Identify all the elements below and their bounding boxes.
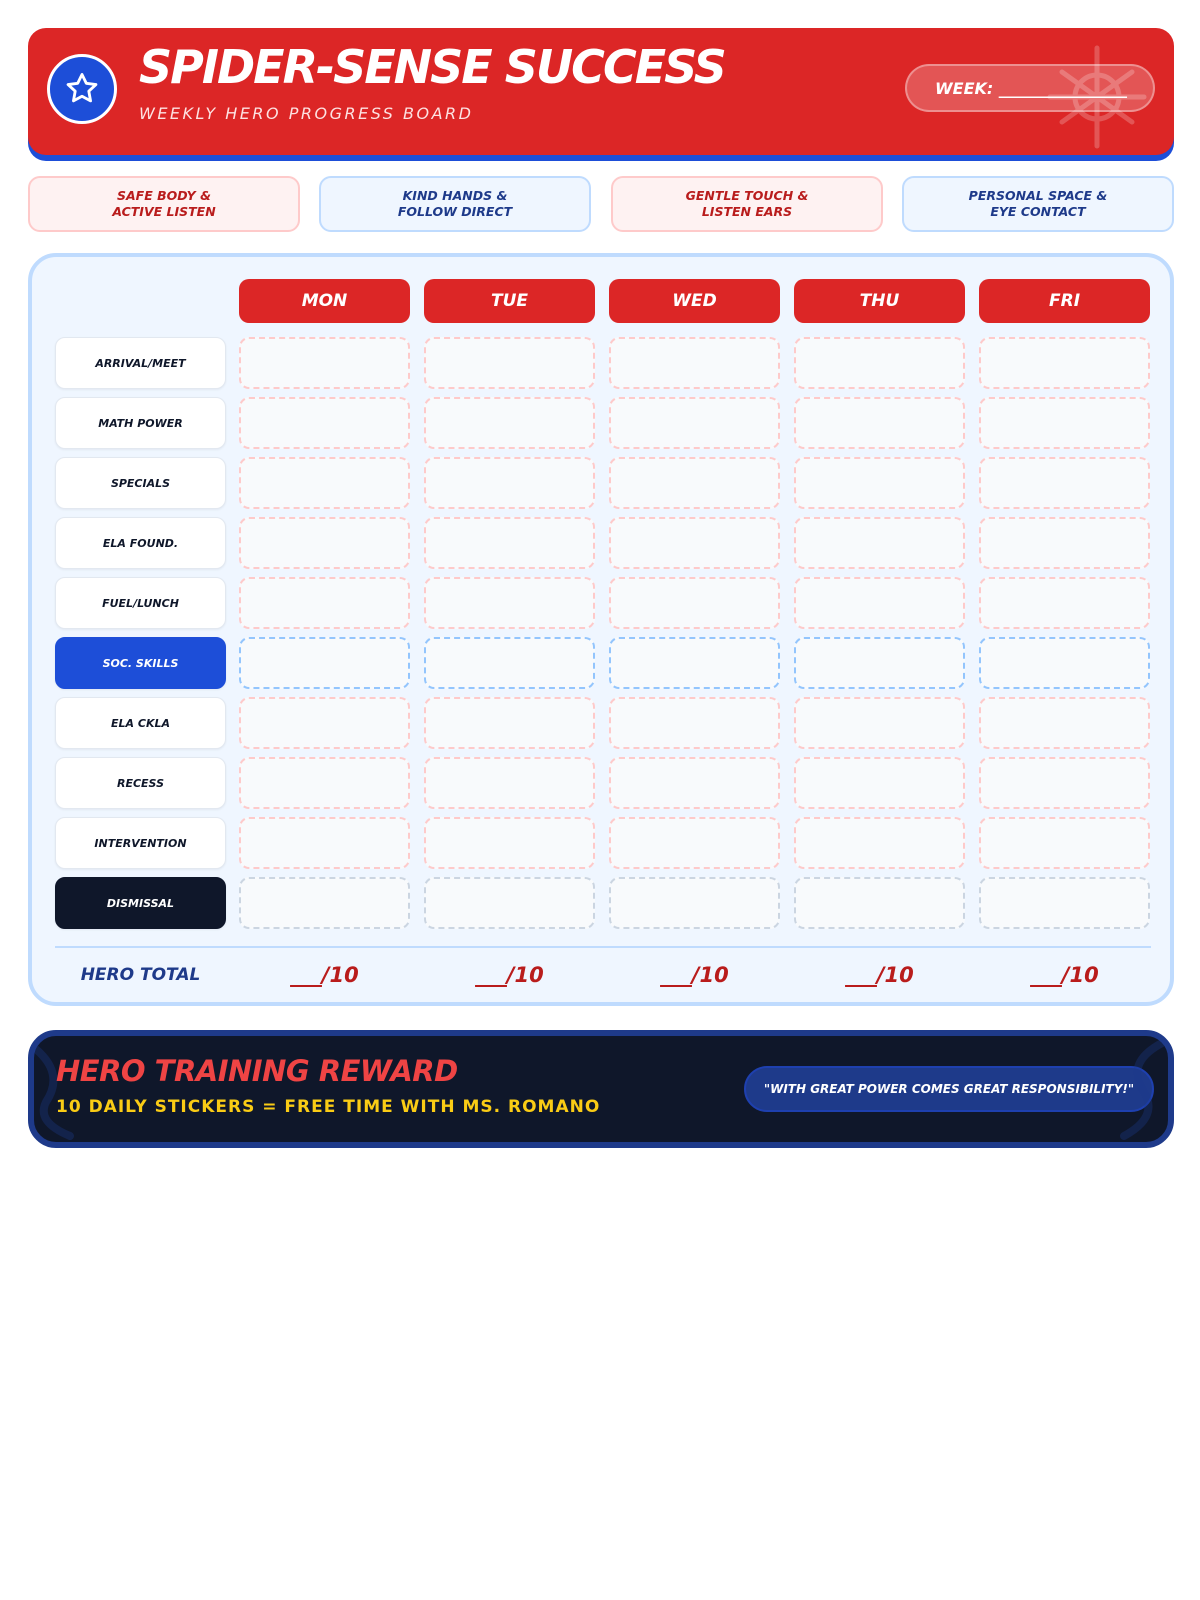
- day-total-thu[interactable]: ___/10: [845, 963, 914, 987]
- sticker-cell-fri[interactable]: [979, 517, 1150, 569]
- sticker-cell-wed[interactable]: [609, 397, 780, 449]
- sticker-cell-thu[interactable]: [794, 877, 965, 929]
- goal-card: PERSONAL SPACE & EYE CONTACT: [902, 176, 1174, 232]
- row-label: FUEL/LUNCH: [55, 577, 226, 629]
- web-corner-icon: [1104, 1032, 1174, 1142]
- sticker-cell-thu[interactable]: [794, 397, 965, 449]
- sticker-cell-fri[interactable]: [979, 817, 1150, 869]
- day-header-thu: THU: [794, 279, 965, 323]
- sticker-cell-fri[interactable]: [979, 457, 1150, 509]
- day-total-fri[interactable]: ___/10: [1030, 963, 1099, 987]
- goals-row: [28, 176, 1174, 232]
- sticker-cell-thu[interactable]: [794, 817, 965, 869]
- sticker-cell-wed[interactable]: [609, 457, 780, 509]
- sticker-cell-tue[interactable]: [424, 457, 595, 509]
- goal-card: GENTLE TOUCH & LISTEN EARS: [611, 176, 883, 232]
- sticker-cell-thu[interactable]: [794, 637, 965, 689]
- week-field[interactable]: WEEK: ________________: [905, 64, 1155, 112]
- sticker-cell-wed[interactable]: [609, 697, 780, 749]
- sticker-cell-tue[interactable]: [424, 877, 595, 929]
- day-header-fri: FRI: [979, 279, 1150, 323]
- sticker-cell-mon[interactable]: [239, 757, 410, 809]
- sticker-cell-fri[interactable]: [979, 337, 1150, 389]
- sticker-cell-wed[interactable]: [609, 337, 780, 389]
- day-total-wed[interactable]: ___/10: [660, 963, 729, 987]
- sticker-cell-tue[interactable]: [424, 697, 595, 749]
- sticker-cell-mon[interactable]: [239, 877, 410, 929]
- header-banner: [28, 28, 1174, 155]
- sticker-cell-tue[interactable]: [424, 397, 595, 449]
- day-header-wed: WED: [609, 279, 780, 323]
- page-title: SPIDER-SENSE SUCCESS: [139, 40, 725, 94]
- row-label: DISMISSAL: [55, 877, 226, 929]
- row-label: SOC. SKILLS: [55, 637, 226, 689]
- day-header-tue: TUE: [424, 279, 595, 323]
- row-label: SPECIALS: [55, 457, 226, 509]
- sticker-cell-tue[interactable]: [424, 637, 595, 689]
- sticker-cell-thu[interactable]: [794, 457, 965, 509]
- row-label: INTERVENTION: [55, 817, 226, 869]
- sticker-cell-fri[interactable]: [979, 877, 1150, 929]
- page-subtitle: WEEKLY HERO PROGRESS BOARD: [139, 104, 474, 123]
- day-total-tue[interactable]: ___/10: [475, 963, 544, 987]
- sticker-cell-mon[interactable]: [239, 577, 410, 629]
- sticker-cell-mon[interactable]: [239, 457, 410, 509]
- goal-card: KIND HANDS & FOLLOW DIRECT: [319, 176, 591, 232]
- hero-total-label: HERO TOTAL: [80, 965, 201, 985]
- row-label: ELA CKLA: [55, 697, 226, 749]
- sticker-cell-mon[interactable]: [239, 397, 410, 449]
- star-icon: [63, 70, 101, 108]
- sticker-cell-wed[interactable]: [609, 757, 780, 809]
- sticker-cell-tue[interactable]: [424, 517, 595, 569]
- reward-title: HERO TRAINING REWARD: [56, 1054, 458, 1088]
- sticker-cell-wed[interactable]: [609, 877, 780, 929]
- day-header-mon: MON: [239, 279, 410, 323]
- row-label: MATH POWER: [55, 397, 226, 449]
- reward-banner: [28, 1030, 1174, 1148]
- sticker-cell-tue[interactable]: [424, 337, 595, 389]
- sticker-cell-mon[interactable]: [239, 337, 410, 389]
- sticker-cell-fri[interactable]: [979, 577, 1150, 629]
- reward-subtitle: 10 DAILY STICKERS = FREE TIME WITH MS. ROMANO: [56, 1097, 601, 1117]
- sticker-cell-thu[interactable]: [794, 337, 965, 389]
- sticker-cell-wed[interactable]: [609, 517, 780, 569]
- sticker-cell-thu[interactable]: [794, 697, 965, 749]
- divider: [55, 946, 1151, 948]
- sticker-cell-mon[interactable]: [239, 637, 410, 689]
- sticker-cell-fri[interactable]: [979, 757, 1150, 809]
- progress-board: [28, 253, 1174, 1006]
- sticker-cell-mon[interactable]: [239, 517, 410, 569]
- sticker-cell-tue[interactable]: [424, 757, 595, 809]
- sticker-cell-tue[interactable]: [424, 577, 595, 629]
- row-label: RECESS: [55, 757, 226, 809]
- day-total-mon[interactable]: ___/10: [290, 963, 359, 987]
- row-label: ELA FOUND.: [55, 517, 226, 569]
- sticker-cell-tue[interactable]: [424, 817, 595, 869]
- sticker-cell-mon[interactable]: [239, 697, 410, 749]
- quote-badge: "WITH GREAT POWER COMES GREAT RESPONSIBILITY!": [744, 1066, 1154, 1112]
- sticker-cell-mon[interactable]: [239, 817, 410, 869]
- sticker-cell-thu[interactable]: [794, 577, 965, 629]
- sticker-cell-thu[interactable]: [794, 757, 965, 809]
- sticker-cell-wed[interactable]: [609, 577, 780, 629]
- star-badge: [47, 54, 117, 124]
- goal-card: SAFE BODY & ACTIVE LISTEN: [28, 176, 300, 232]
- sticker-cell-fri[interactable]: [979, 637, 1150, 689]
- sticker-cell-fri[interactable]: [979, 697, 1150, 749]
- sticker-cell-wed[interactable]: [609, 817, 780, 869]
- sticker-cell-wed[interactable]: [609, 637, 780, 689]
- row-label: ARRIVAL/MEET: [55, 337, 226, 389]
- sticker-cell-fri[interactable]: [979, 397, 1150, 449]
- sticker-cell-thu[interactable]: [794, 517, 965, 569]
